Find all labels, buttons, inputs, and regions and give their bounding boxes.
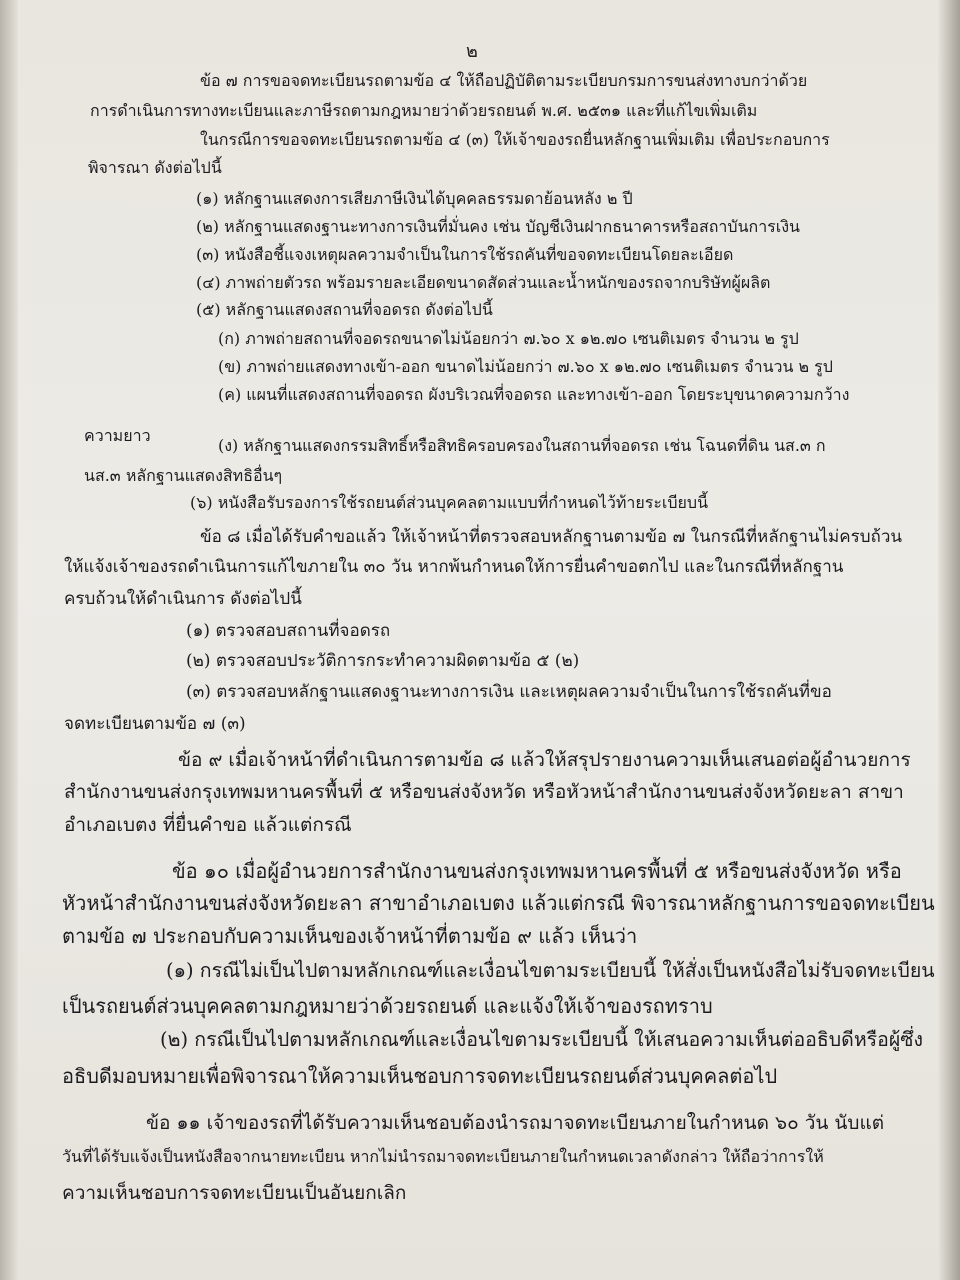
clause-8-line-2: ให้แจ้งเจ้าของรถดำเนินการแก้ไขภายใน ๓๐ วัน หากพ้นกำหนดให้การยื่นคำขอตกไป และในกรณีที่หลักฐาน — [64, 557, 844, 577]
sub-item-d-cont: นส.๓ หลักฐานแสดงสิทธิอื่นๆ — [84, 466, 283, 485]
clause-10-item-1: (๑) กรณีไม่เป็นไปตามหลักเกณฑ์และเงื่อนไขตามระเบียบนี้ ให้สั่งเป็นหนังสือไม่รับจดทะเบียน — [166, 959, 935, 982]
clause-7-line-3: ในกรณีการขอจดทะเบียนรถตามข้อ ๔ (๓) ให้เจ้าของรถยื่นหลักฐานเพิ่มเติม เพื่อประกอบการ — [200, 130, 830, 149]
clause-11-line-3: ความเห็นชอบการจดทะเบียนเป็นอันยกเลิก — [62, 1182, 407, 1204]
list-item-4: (๔) ภาพถ่ายตัวรถ พร้อมรายละเอียดขนาดสัดส่วนและน้ำหนักของรถจากบริษัทผู้ผลิต — [196, 273, 771, 292]
clause-8-item-3: (๓) ตรวจสอบหลักฐานแสดงฐานะทางการเงิน และเหตุผลความจำเป็นในการใช้รถคันที่ขอ — [186, 682, 832, 702]
clause-9-line-1: ข้อ ๙ เมื่อเจ้าหน้าที่ดำเนินการตามข้อ ๘ แล้วให้สรุปรายงานความเห็นเสนอต่อผู้อำนวยการ — [178, 749, 911, 771]
clause-10-line-2: หัวหน้าสำนักงานขนส่งจังหวัดยะลา สาขาอำเภอเบตง แล้วแต่กรณี พิจารณาหลักฐานการขอจดทะเบียน — [62, 891, 935, 915]
sub-item-b: (ข) ภาพถ่ายแสดงทางเข้า-ออก ขนาดไม่น้อยกว่า ๗.๖๐ x ๑๒.๗๐ เซนติเมตร จำนวน ๒ รูป — [218, 357, 833, 376]
clause-7-line-1: ข้อ ๗ การขอจดทะเบียนรถตามข้อ ๔ ให้ถือปฏิบัติตามระเบียบกรมการขนส่งทางบกว่าด้วย — [200, 71, 808, 90]
clause-8-item-3-cont: จดทะเบียนตามข้อ ๗ (๓) — [64, 714, 246, 734]
clause-8-line-3: ครบถ้วนให้ดำเนินการ ดังต่อไปนี้ — [64, 589, 302, 609]
list-item-6: (๖) หนังสือรับรองการใช้รถยนต์ส่วนบุคคลตามแบบที่กำหนดไว้ท้ายระเบียบนี้ — [190, 493, 708, 512]
clause-10-line-1: ข้อ ๑๐ เมื่อผู้อำนวยการสำนักงานขนส่งกรุงเทพมหานครพื้นที่ ๕ หรือขนส่งจังหวัด หรือ — [172, 859, 902, 883]
clause-8-line-1: ข้อ ๘ เมื่อได้รับคำขอแล้ว ให้เจ้าหน้าที่ตรวจสอบหลักฐานตามข้อ ๗ ในกรณีที่หลักฐานไม่ครบถ้วน — [200, 527, 902, 547]
page-edge-shadow-left — [0, 0, 18, 1280]
list-item-3: (๓) หนังสือชี้แจงเหตุผลความจำเป็นในการใช้รถคันที่ขอจดทะเบียนโดยละเอียด — [196, 245, 734, 264]
clause-8-item-1: (๑) ตรวจสอบสถานที่จอดรถ — [186, 621, 391, 641]
clause-9-line-2: สำนักงานขนส่งกรุงเทพมหานครพื้นที่ ๕ หรือขนส่งจังหวัด หรือหัวหน้าสำนักงานขนส่งจังหวัดยะลา สาขา — [64, 781, 904, 803]
clause-10-item-1-cont: เป็นรถยนต์ส่วนบุคคลตามกฎหมายว่าด้วยรถยนต์ และแจ้งให้เจ้าของรถทราบ — [62, 994, 713, 1018]
page-number: ๒ — [466, 41, 478, 62]
sub-item-d: (ง) หลักฐานแสดงกรรมสิทธิ์หรือสิทธิครอบครองในสถานที่จอดรถ เช่น โฉนดที่ดิน นส.๓ ก — [218, 436, 826, 455]
clause-10-item-2-cont: อธิบดีมอบหมายเพื่อพิจารณาให้ความเห็นชอบการจดทะเบียนรถยนต์ส่วนบุคคลต่อไป — [62, 1064, 778, 1088]
clause-11-line-1: ข้อ ๑๑ เจ้าของรถที่ได้รับความเห็นชอบต้องนำรถมาจดทะเบียนภายในกำหนด ๖๐ วัน นับแต่ — [146, 1112, 885, 1134]
clause-10-line-3: ตามข้อ ๗ ประกอบกับความเห็นของเจ้าหน้าที่ตามข้อ ๙ แล้ว เห็นว่า — [62, 924, 638, 948]
list-item-1: (๑) หลักฐานแสดงการเสียภาษีเงินได้บุคคลธรรมดาย้อนหลัง ๒ ปี — [196, 189, 633, 208]
clause-10-item-2: (๒) กรณีเป็นไปตามหลักเกณฑ์และเงื่อนไขตามระเบียบนี้ ให้เสนอความเห็นต่ออธิบดีหรือผู้ซึ่ง — [160, 1028, 924, 1051]
clause-7-line-4: พิจารณา ดังต่อไปนี้ — [88, 158, 222, 177]
clause-8-item-2: (๒) ตรวจสอบประวัติการกระทำความผิดตามข้อ ๕ (๒) — [186, 651, 580, 671]
list-item-5: (๕) หลักฐานแสดงสถานที่จอดรถ ดังต่อไปนี้ — [196, 300, 493, 319]
page-edge-shadow-right — [938, 0, 960, 1280]
sub-item-c: (ค) แผนที่แสดงสถานที่จอดรถ ผังบริเวณที่จอดรถ และทางเข้า-ออก โดยระบุขนาดความกว้าง — [218, 385, 850, 404]
clause-9-line-3: อำเภอเบตง ที่ยื่นคำขอ แล้วแต่กรณี — [64, 814, 352, 836]
sub-item-c-cont: ความยาว — [84, 426, 151, 445]
list-item-2: (๒) หลักฐานแสดงฐานะทางการเงินที่มั่นคง เช่น บัญชีเงินฝากธนาคารหรือสถาบันการเงิน — [196, 217, 800, 236]
clause-11-line-2: วันที่ได้รับแจ้งเป็นหนังสือจากนายทะเบียน หากไม่นำรถมาจดทะเบียนภายในกำหนดเวลาดังกล่าว ให้ถือว่าการให้ — [62, 1147, 824, 1166]
clause-7-line-2: การดำเนินการทางทะเบียนและภาษีรถตามกฎหมายว่าด้วยรถยนต์ พ.ศ. ๒๕๓๑ และที่แก้ไขเพิ่มเติม — [90, 101, 758, 120]
sub-item-a: (ก) ภาพถ่ายสถานที่จอดรถขนาดไม่น้อยกว่า ๗.๖๐ x ๑๒.๗๐ เซนติเมตร จำนวน ๒ รูป — [218, 329, 799, 348]
